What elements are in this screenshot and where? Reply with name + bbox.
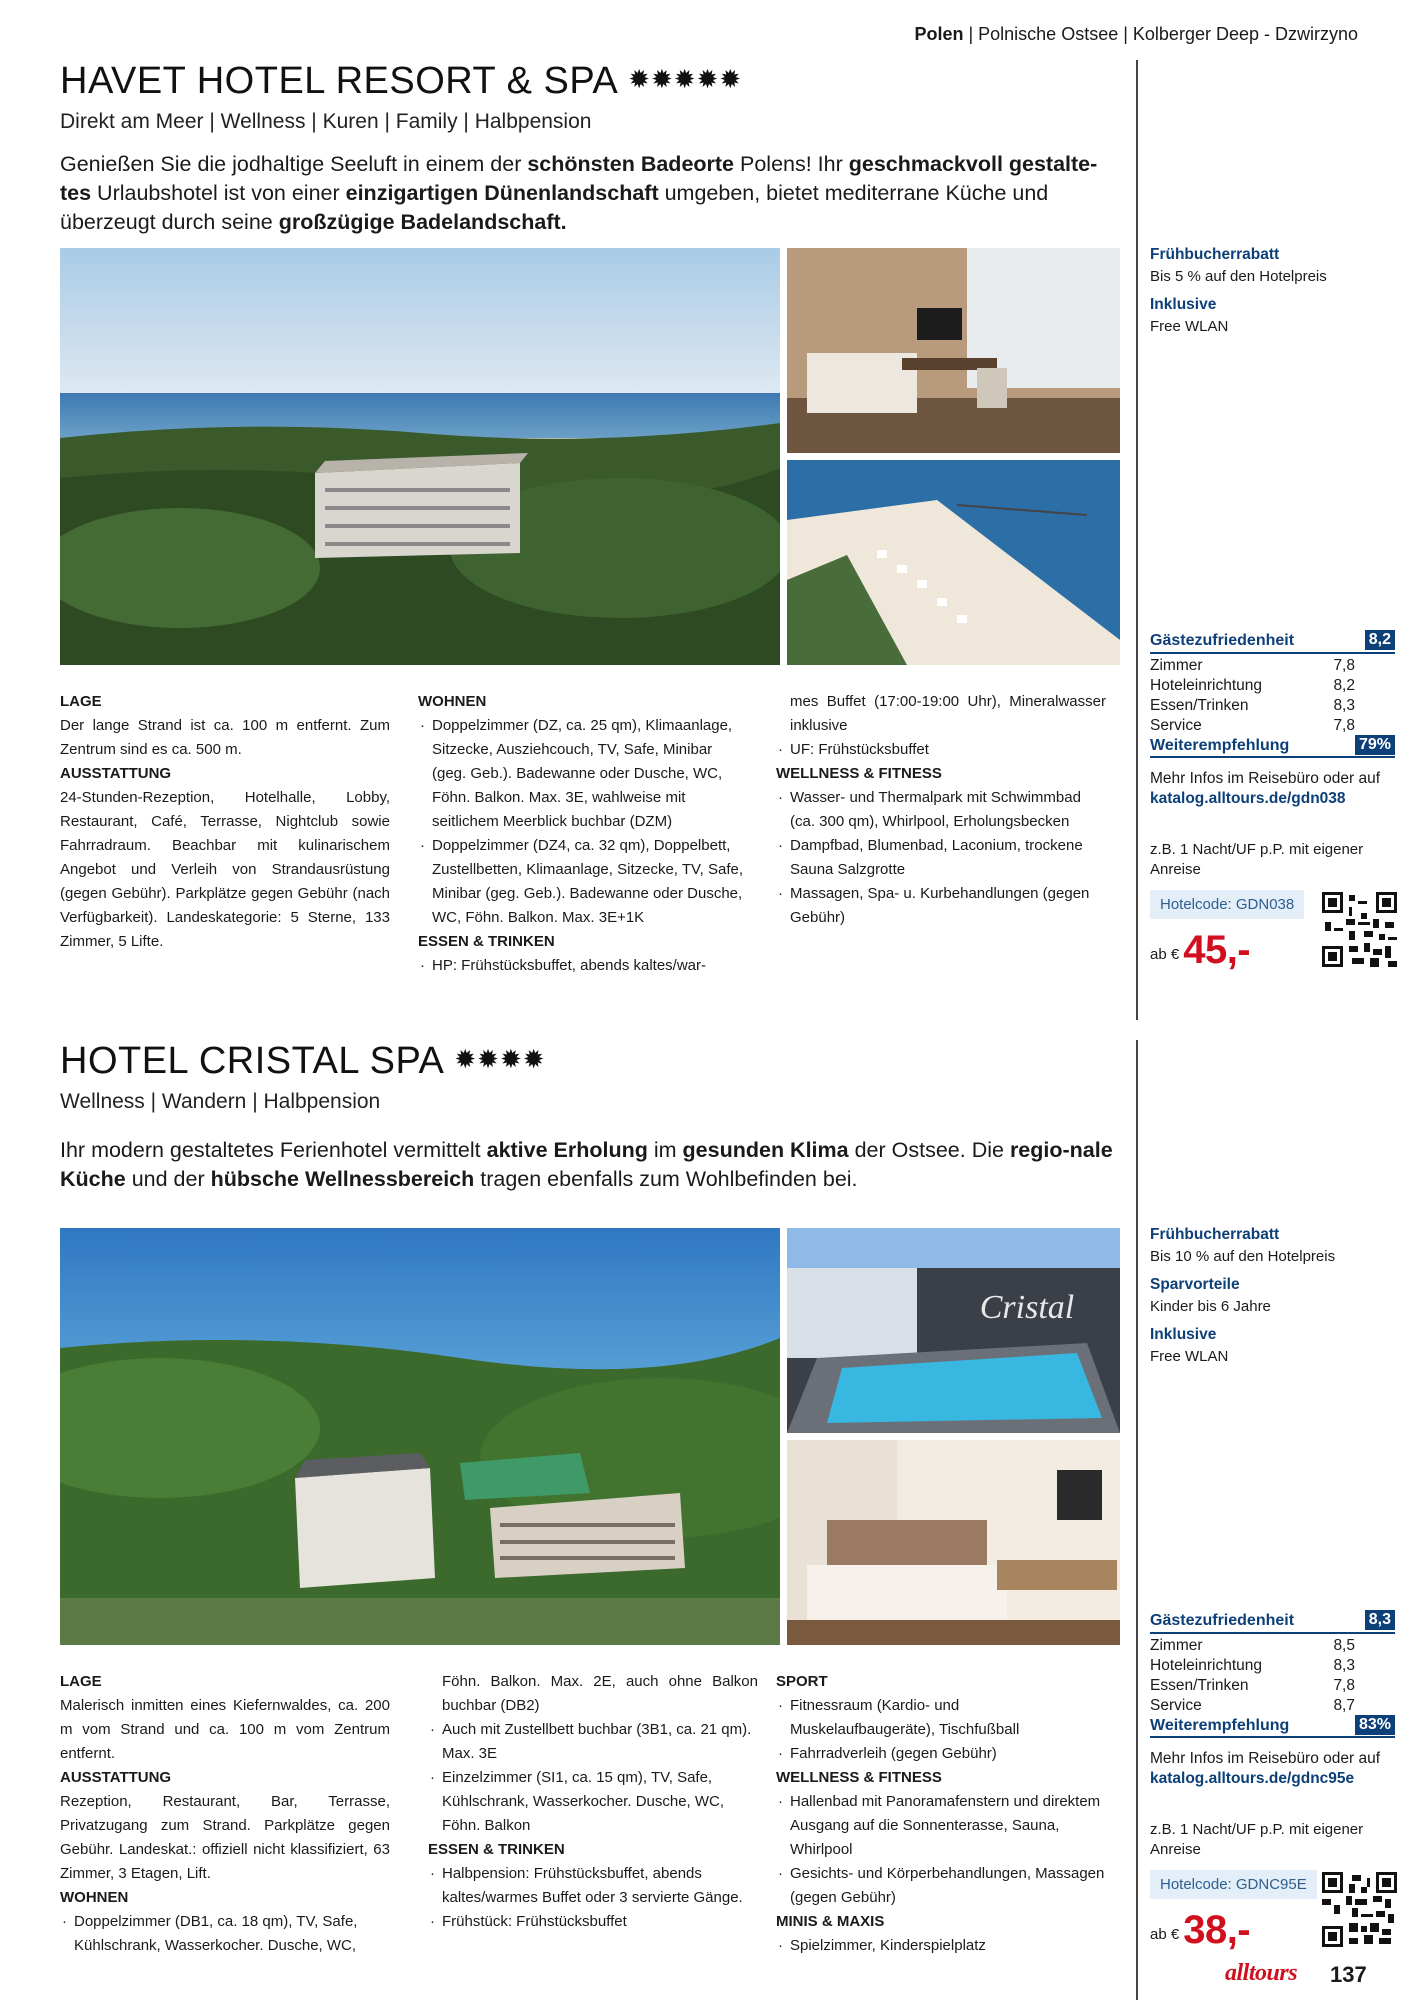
offer-text: Kinder bis 6 Jahre bbox=[1150, 1298, 1271, 1315]
teaser-highlight: hübsche Wellnessbereich bbox=[210, 1167, 475, 1191]
recommendation: Weiterempfehlung 79% bbox=[1150, 737, 1395, 758]
teaser-text: und der bbox=[125, 1167, 211, 1191]
list-item: · Hallenbad mit Panoramafenstern und direktem Ausgang auf die Sonnenterasse, Sauna, Whirlpool bbox=[776, 1790, 1106, 1862]
star-rating: ✹✹✹✹ bbox=[454, 1044, 546, 1074]
offer-label: Frühbucherrabatt bbox=[1150, 246, 1280, 263]
list-item: · Dampfbad, Blumenbad, Laconium, trockene Sauna Salzgrotte bbox=[776, 834, 1106, 882]
rating-row: Service 8,7 bbox=[1150, 1697, 1355, 1714]
hotel-photo-room[interactable] bbox=[787, 1440, 1120, 1645]
teaser-text: Genießen Sie die jodhaltige Seeluft in einem der bbox=[60, 152, 528, 176]
rating-row: Hoteleinrichtung 8,3 bbox=[1150, 1657, 1355, 1674]
teaser-highlight: aktive Erholung bbox=[486, 1138, 648, 1162]
section-heading: LAGE bbox=[60, 1673, 102, 1690]
description-text: Der lange Strand ist ca. 100 m entfernt. Zum Zentrum sind es ca. 500 m. bbox=[60, 717, 390, 758]
catalog-link[interactable]: katalog.alltours.de/gdn038 bbox=[1150, 790, 1346, 807]
description-text: mes Buffet (17:00-19:00 Uhr), Mineralwasser inklusive bbox=[790, 693, 1106, 734]
breadcrumb-region: Polnische Ostsee bbox=[978, 24, 1119, 44]
list-item: · Fahrradverleih (gegen Gebühr) bbox=[776, 1742, 1106, 1766]
guest-satisfaction: Gästezufriedenheit 8,2 bbox=[1150, 632, 1395, 654]
info-text: Mehr Infos im Reisebüro oder auf bbox=[1150, 1750, 1381, 1767]
list-item: · Doppelzimmer (DB1, ca. 18 qm), TV, Safe, Kühlschrank, Wasserkocher. Dusche, WC, bbox=[60, 1910, 390, 1958]
svg-text:Cristal: Cristal bbox=[979, 1289, 1075, 1326]
offer-label: Sparvorteile bbox=[1150, 1276, 1240, 1293]
rating-row: Service 7,8 bbox=[1150, 717, 1355, 734]
offer-text: Free WLAN bbox=[1150, 318, 1229, 335]
offer-label: Inklusive bbox=[1150, 1326, 1217, 1343]
list-item: · Einzelzimmer (SI1, ca. 15 qm), TV, Safe, Kühlschrank, Wasserkocher. Dusche, WC, Föhn. Balkon bbox=[428, 1766, 758, 1838]
recommendation-score: 79% bbox=[1355, 735, 1395, 755]
teaser-text: Urlaubshotel ist von einer bbox=[91, 181, 346, 205]
hotel-section-cristal bbox=[60, 1040, 1400, 2000]
list-item: · HP: Frühstücksbuffet, abends kaltes/war- bbox=[418, 954, 748, 978]
list-item: · Frühstück: Frühstücksbuffet bbox=[428, 1910, 758, 1934]
price-value: 45,- bbox=[1183, 928, 1251, 972]
teaser-text: Ihr modern gestaltetes Ferienhotel vermittelt bbox=[60, 1138, 487, 1162]
qr-code-icon[interactable] bbox=[1322, 892, 1397, 967]
teaser-text: der Ostsee. Die bbox=[848, 1138, 1010, 1162]
teaser-text: tragen ebenfalls zum Wohlbefinden bei. bbox=[474, 1167, 858, 1191]
qr-code-icon[interactable] bbox=[1322, 1872, 1397, 1947]
satisfaction-score: 8,3 bbox=[1365, 1610, 1395, 1630]
teaser-highlight: großzügige Badelandschaft. bbox=[278, 210, 567, 234]
rating-row: Zimmer 7,8 bbox=[1150, 657, 1355, 674]
teaser-text: umgeben, bietet mediterrane Küche und überzeugt durch seine bbox=[60, 181, 1049, 234]
hotel-subtitle: Wellness | Wandern | Halbpension bbox=[60, 1090, 381, 1113]
hotel-code-badge: Hotelcode: GDN038 bbox=[1150, 890, 1304, 919]
page-number: 137 bbox=[1330, 1962, 1367, 1987]
list-item: · Gesichts- und Körperbehandlungen, Massagen (gegen Gebühr) bbox=[776, 1862, 1106, 1910]
hotel-description bbox=[60, 1670, 1120, 2000]
section-heading: ESSEN & TRINKEN bbox=[428, 1841, 565, 1858]
recommendation: Weiterempfehlung 83% bbox=[1150, 1717, 1395, 1738]
alltours-logo: alltours bbox=[1225, 1960, 1298, 1986]
list-item: · Auch mit Zustellbett buchbar (3B1, ca. 21 qm). Max. 3E bbox=[428, 1718, 758, 1766]
description-column-1 bbox=[60, 690, 390, 954]
guest-satisfaction: Gästezufriedenheit 8,3 bbox=[1150, 1612, 1395, 1634]
price-note: z.B. 1 Nacht/UF p.P. mit eigener Anreise bbox=[1150, 1821, 1364, 1858]
offer-label: Frühbucherrabatt bbox=[1150, 1226, 1280, 1243]
offer-text: Free WLAN bbox=[1150, 1348, 1229, 1365]
hotel-section-havet bbox=[60, 60, 1400, 1040]
description-column-2 bbox=[428, 1670, 758, 1934]
description-column-3 bbox=[776, 1670, 1106, 1958]
price: ab € 45,- bbox=[1150, 928, 1251, 972]
hotel-description bbox=[60, 690, 1120, 1030]
divider bbox=[1136, 1040, 1138, 2000]
section-heading: LAGE bbox=[60, 693, 102, 710]
hotel-sidebar bbox=[1150, 60, 1400, 1030]
section-heading: WELLNESS & FITNESS bbox=[776, 765, 942, 782]
list-item: · UF: Frühstücksbuffet bbox=[776, 738, 1106, 762]
section-heading: WELLNESS & FITNESS bbox=[776, 1769, 942, 1786]
hotel-code-badge: Hotelcode: GDNC95E bbox=[1150, 1870, 1317, 1899]
description-text: Rezeption, Restaurant, Bar, Terrasse, Privatzugang zum Strand. Parkplätze gegen Gebühr. Landeskat.: offiziell nicht klassifiziert, 63 Zimmer, 3 Etagen, Lift. bbox=[60, 1793, 390, 1882]
teaser-highlight: gesunden Klima bbox=[682, 1138, 849, 1162]
list-item: · Wasser- und Thermalpark mit Schwimmbad (ca. 300 qm), Whirlpool, Erholungsbecken bbox=[776, 786, 1106, 834]
breadcrumb-area: Kolberger Deep - Dzwirzyno bbox=[1132, 24, 1358, 44]
description-text: 24-Stunden-Rezeption, Hotelhalle, Lobby, Restaurant, Café, Terrasse, Nightclub sowie Fahrradraum. Beachbar mit kulinarischem Angebot und Verleih von Strandausrüstung (gegen Gebühr). Parkplätze gegen Gebühr (nach Verfügbarkeit). Landeskategorie: 5 Sterne, 133 Zimmer, 5 Lifte. bbox=[60, 789, 390, 950]
section-heading: AUSSTATTUNG bbox=[60, 1769, 172, 1786]
section-heading: MINIS & MAXIS bbox=[776, 1913, 885, 1930]
description-text: Föhn. Balkon. Max. 2E, auch ohne Balkon buchbar (DB2) bbox=[442, 1673, 758, 1714]
rating-row: Zimmer 8,5 bbox=[1150, 1637, 1355, 1654]
offer-text: Bis 5 % auf den Hotelpreis bbox=[1150, 268, 1327, 285]
list-item: · Fitnessraum (Kardio- und Muskelaufbaugeräte), Tischfußball bbox=[776, 1694, 1106, 1742]
hotel-photo-aerial[interactable] bbox=[60, 1228, 780, 1645]
section-heading: ESSEN & TRINKEN bbox=[418, 933, 555, 950]
hotel-title: HOTEL CRISTAL SPA ✹✹✹✹ bbox=[60, 1040, 546, 1082]
hotel-photo-beach[interactable] bbox=[787, 460, 1120, 665]
list-item: · Doppelzimmer (DZ4, ca. 32 qm), Doppelbett, Zustellbetten, Klimaanlage, Sitzecke, TV, Safe, Minibar (geg. Geb.). Badewanne oder Dusche, WC, Föhn. Balkon. Max. 3E+1K bbox=[418, 834, 748, 930]
divider bbox=[1136, 60, 1138, 1020]
section-heading: SPORT bbox=[776, 1673, 828, 1690]
hotel-photo-pool[interactable] bbox=[787, 1228, 1120, 1433]
price-note: z.B. 1 Nacht/UF p.P. mit eigener Anreise bbox=[1150, 841, 1364, 878]
rating-row: Essen/Trinken 7,8 bbox=[1150, 1677, 1355, 1694]
hotel-subtitle: Direkt am Meer | Wellness | Kuren | Family | Halbpension bbox=[60, 110, 592, 133]
info-text: Mehr Infos im Reisebüro oder auf bbox=[1150, 770, 1381, 787]
teaser-highlight: einzigartigen Dünenlandschaft bbox=[345, 181, 659, 205]
offer-label: Inklusive bbox=[1150, 296, 1217, 313]
list-item: · Spielzimmer, Kinderspielplatz bbox=[776, 1934, 1106, 1958]
list-item: · Halbpension: Frühstücksbuffet, abends kaltes/warmes Buffet oder 3 servierte Gänge. bbox=[428, 1862, 758, 1910]
teaser-highlight: regio-nale Küche bbox=[60, 1138, 1113, 1191]
rating-row: Essen/Trinken 8,3 bbox=[1150, 697, 1355, 714]
hotel-photo-room[interactable] bbox=[787, 248, 1120, 453]
description-text: Malerisch inmitten eines Kiefernwaldes, ca. 200 m vom Strand und ca. 100 m vom Zentrum entfernt. bbox=[60, 1697, 390, 1762]
price-value: 38,- bbox=[1183, 1908, 1251, 1952]
teaser-text: Polens! Ihr bbox=[734, 152, 849, 176]
teaser-highlight: schönsten Badeorte bbox=[527, 152, 735, 176]
section-heading: WOHNEN bbox=[418, 693, 487, 710]
hotel-photo-aerial[interactable] bbox=[60, 248, 780, 665]
description-column-3 bbox=[776, 690, 1106, 930]
breadcrumb: Polen | Polnische Ostsee | Kolberger Deep - Dzwirzyno bbox=[914, 24, 1358, 44]
section-heading: AUSSTATTUNG bbox=[60, 765, 172, 782]
teaser-highlight: geschmackvoll gestalte-tes bbox=[60, 152, 1098, 205]
hotel-sidebar bbox=[1150, 1040, 1400, 2000]
price: ab € 38,- bbox=[1150, 1908, 1251, 1952]
star-rating: ✹✹✹✹✹ bbox=[628, 64, 743, 94]
offer-text: Bis 10 % auf den Hotelpreis bbox=[1150, 1248, 1336, 1265]
teaser-text: im bbox=[647, 1138, 683, 1162]
rating-row: Hoteleinrichtung 8,2 bbox=[1150, 677, 1355, 694]
recommendation-score: 83% bbox=[1355, 1715, 1395, 1735]
satisfaction-score: 8,2 bbox=[1365, 630, 1395, 650]
hotel-teaser bbox=[60, 1136, 1120, 1194]
description-column-2 bbox=[418, 690, 748, 978]
description-column-1 bbox=[60, 1670, 390, 1958]
hotel-teaser bbox=[60, 150, 1120, 237]
breadcrumb-country: Polen bbox=[914, 24, 964, 44]
catalog-link[interactable]: katalog.alltours.de/gdnc95e bbox=[1150, 1770, 1355, 1787]
list-item: · Doppelzimmer (DZ, ca. 25 qm), Klimaanlage, Sitzecke, Ausziehcouch, TV, Safe, Minibar (geg. Geb.). Badewanne oder Dusche, WC, Föhn. Balkon. Max. 3E, wahlweise mit seitlichem Meerblick buchbar (DZM) bbox=[418, 714, 748, 834]
section-heading: WOHNEN bbox=[60, 1889, 129, 1906]
hotel-title: HAVET HOTEL RESORT & SPA ✹✹✹✹✹ bbox=[60, 60, 743, 102]
list-item: · Massagen, Spa- u. Kurbehandlungen (gegen Gebühr) bbox=[776, 882, 1106, 930]
